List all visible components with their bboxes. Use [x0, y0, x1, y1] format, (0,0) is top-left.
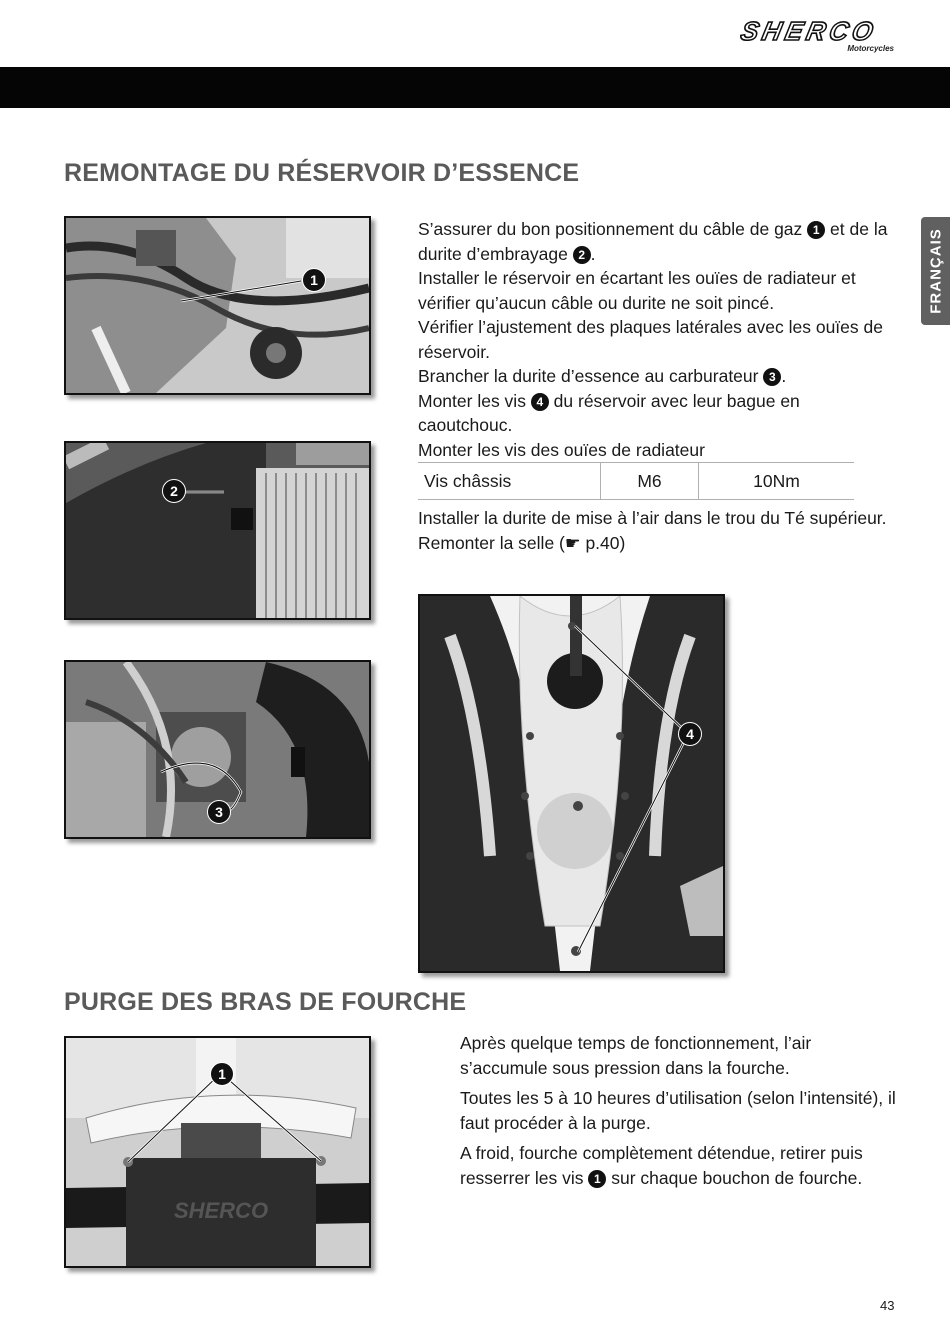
text-l8b: p.40) — [580, 532, 626, 553]
fork-paragraph-3 — [460, 1141, 900, 1190]
callout-1: 1 — [210, 1062, 234, 1086]
inline-callout-3: 3 — [763, 368, 781, 386]
logo-subtext: Motorcycles — [847, 44, 894, 53]
photo-clutch-hose — [64, 441, 371, 620]
text-p3a: A froid, fourche complètement détendue, retirer puis resserrer les vis — [460, 1143, 863, 1188]
table-row — [418, 463, 854, 500]
instruction-tank-screws — [418, 389, 898, 438]
fuel-tank-instructions — [418, 217, 898, 555]
text-l5a: Monter les vis — [418, 390, 531, 411]
photo-fork-bleed-screws — [64, 1036, 371, 1268]
instruction-install-tank: Installer le réservoir en écartant les ouïes de radiateur et vérifier qu’aucun câble ou durite ne soit pincé. — [418, 268, 856, 313]
language-tab-label: FRANÇAIS — [927, 228, 944, 314]
fork-paragraph-2: Toutes les 5 à 10 heures d’utilisation (selon l’intensité), il faut procéder à la purge. — [460, 1088, 896, 1133]
callout-4: 4 — [678, 722, 702, 746]
text-l1a: S’assurer du bon positionnement du câble de gaz — [418, 219, 808, 239]
instruction-refit-seat — [418, 531, 898, 556]
photo-throttle-cable — [64, 216, 371, 395]
header-band — [0, 67, 950, 108]
instruction-radiator-screws: Monter les vis des ouïes de radiateur — [418, 439, 705, 460]
sherco-logo — [720, 18, 900, 52]
language-tab — [921, 217, 950, 325]
inline-callout-4: 4 — [531, 393, 549, 411]
text-p3b: sur chaque bouchon de fourche. — [606, 1167, 863, 1188]
text-l5b: du réservoir avec leur bague en caoutchouc. — [418, 390, 800, 435]
section-title-fork-bleed: PURGE DES BRAS DE FOURCHE — [64, 988, 467, 1016]
fork-paragraph-1: Après quelque temps de fonctionnement, l’air s’accumule sous pression dans la fourche. — [460, 1033, 812, 1078]
inline-callout-2: 2 — [573, 246, 591, 264]
photo-carburetor-fuel-hose — [64, 660, 371, 839]
instruction-fuel-hose — [418, 364, 898, 389]
torque-table — [418, 462, 854, 500]
torque-part: Vis châssis — [418, 463, 601, 500]
instruction-side-plates: Vérifier l’ajustement des plaques latérales avec les ouïes de réservoir. — [418, 317, 883, 362]
svg-text:SHERCO: SHERCO — [173, 1198, 269, 1223]
inline-callout-1: 1 — [807, 221, 825, 239]
page-number: 43 — [880, 1298, 895, 1313]
fork-bleed-instructions — [460, 1031, 900, 1196]
section-title-fuel-tank: REMONTAGE DU RÉSERVOIR D’ESSENCE — [64, 159, 580, 187]
torque-value: 10Nm — [699, 463, 855, 500]
callout-3: 3 — [207, 800, 231, 824]
inline-callout-1: 1 — [588, 1170, 606, 1188]
text-l4a: Brancher la durite d’essence au carburateur — [418, 366, 764, 386]
callout-2: 2 — [162, 479, 186, 503]
period: . — [590, 243, 596, 264]
callout-1: 1 — [302, 268, 326, 292]
text-l1b: et de la durite d’embrayage — [418, 219, 888, 264]
logo-wordmark: SHERCO — [738, 16, 880, 46]
text-l8a: Remonter la selle ( — [418, 532, 565, 553]
photo-fuel-tank-screws — [418, 594, 725, 973]
period: . — [781, 366, 787, 386]
pointing-hand-icon: ☛ — [564, 532, 581, 553]
instruction-throttle-cable — [418, 217, 898, 266]
instruction-vent-hose: Installer la durite de mise à l’air dans le trou du Té supérieur. — [418, 508, 887, 528]
torque-size: M6 — [601, 463, 699, 500]
